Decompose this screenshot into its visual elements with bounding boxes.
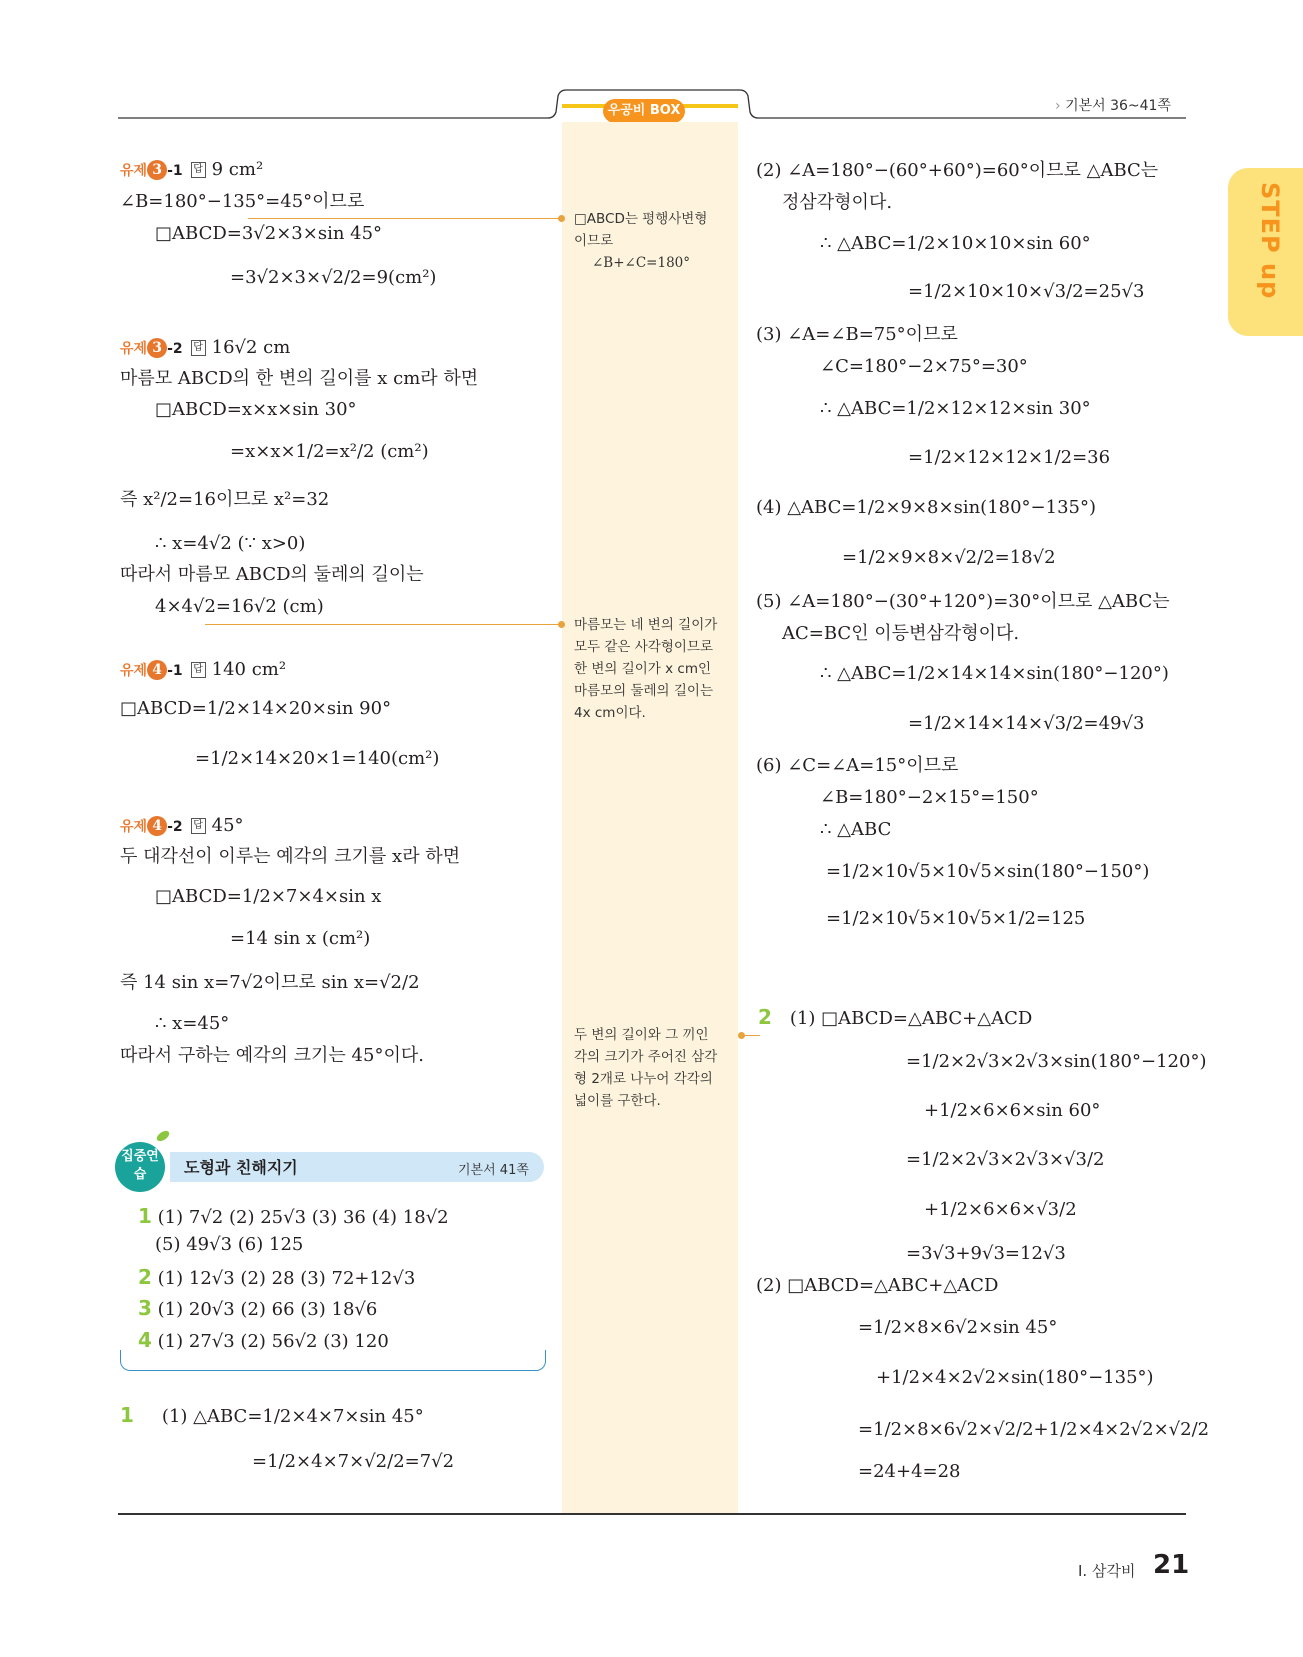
line: 4×4√2=16√2 (cm) — [155, 596, 324, 617]
problem-number-badge: 3 — [147, 338, 167, 358]
line: (2) □ABCD=△ABC+△ACD — [756, 1275, 999, 1296]
practice-title: 도형과 친해지기 — [184, 1158, 298, 1177]
problem-4-1-header: 유제 4 -1 답 140 cm² — [120, 659, 287, 680]
line: 즉 x²/2=16이므로 x²=32 — [120, 489, 330, 510]
line: =1/2×12×12×1/2=36 — [908, 447, 1111, 468]
line: +1/2×6×6×√3/2 — [924, 1199, 1077, 1220]
problem-number-badge: 4 — [147, 816, 167, 836]
page-number: 21 — [1153, 1550, 1190, 1580]
question-1-line: 1 (1) △ABC=1/2×4×7×sin 45° — [120, 1403, 424, 1427]
connector-line — [248, 218, 562, 219]
line: =1/2×8×6√2×sin 45° — [858, 1317, 1058, 1338]
line: +1/2×4×2√2×sin(180°−135°) — [876, 1367, 1154, 1388]
problem-3-2-header: 유제 3 -2 답 16√2 cm — [120, 337, 291, 358]
practice-row: 2 (1) 12√3 (2) 28 (3) 72+12√3 — [138, 1265, 416, 1289]
sidebar-note-2: 마름모는 네 변의 길이가 모두 같은 사각형이므로 한 변의 길이가 x cm인 마름모의 둘레의 길이는 4x cm이다. — [574, 617, 718, 721]
footer-rule — [118, 1513, 1186, 1515]
step-tab — [1228, 168, 1303, 336]
line: □ABCD=1/2×7×4×sin x — [155, 886, 382, 907]
connector-dot — [558, 621, 565, 628]
line: (4) △ABC=1/2×9×8×sin(180°−135°) — [756, 497, 1097, 518]
leaf-icon — [155, 1129, 171, 1144]
line: =24+4=28 — [858, 1461, 961, 1482]
line: ∠C=180°−2×75°=30° — [820, 356, 1028, 377]
line: =1/2×14×14×√3/2=49√3 — [908, 713, 1145, 734]
sidebar-note-3: 두 변의 길이와 그 끼인 각의 크기가 주어진 삼각 형 2개로 나누어 각각의 넓이를 구한다. — [574, 1027, 718, 1109]
practice-row: 4 (1) 27√3 (2) 56√2 (3) 120 — [138, 1328, 389, 1352]
step-tab-label: STEP up — [1256, 182, 1284, 300]
line: 정삼각형이다. — [782, 192, 893, 213]
line: □ABCD=x×x×sin 30° — [155, 399, 357, 420]
line: =1/2×8×6√2×√2/2+1/2×4×2√2×√2/2 — [858, 1419, 1210, 1440]
footer-chapter: I. 삼각비 — [1078, 1562, 1136, 1580]
line: =1/2×14×20×1=140(cm²) — [195, 748, 440, 769]
line: =14 sin x (cm²) — [230, 928, 371, 949]
line: =3√2×3×√2/2=9(cm²) — [230, 267, 437, 288]
line: ∴ △ABC=1/2×14×14×sin(180°−120°) — [820, 663, 1169, 684]
line: =1/2×4×7×√2/2=7√2 — [252, 1451, 455, 1472]
line: =x×x×1/2=x²/2 (cm²) — [230, 441, 429, 462]
practice-badge: 집중연습 — [115, 1142, 165, 1192]
line: (6) ∠C=∠A=15°이므로 — [756, 755, 959, 776]
answer-icon: 답 — [191, 340, 206, 356]
line: ∴ x=4√2 (∵ x>0) — [155, 533, 306, 554]
chevron-right-icon: › — [1055, 98, 1061, 114]
line: =1/2×10√5×10√5×sin(180°−150°) — [826, 861, 1150, 882]
answer-icon: 답 — [191, 162, 206, 178]
line: 따라서 마름모 ABCD의 둘레의 길이는 — [120, 564, 424, 585]
line: ∴ △ABC — [820, 819, 892, 840]
question-2-line: 2 (1) □ABCD=△ABC+△ACD — [758, 1005, 1033, 1029]
line: ∴ △ABC=1/2×10×10×sin 60° — [820, 233, 1091, 254]
line: 마름모 ABCD의 한 변의 길이를 x cm라 하면 — [120, 368, 479, 389]
line: (5) ∠A=180°−(30°+120°)=30°이므로 △ABC는 — [756, 591, 1170, 612]
box-label: 우공비 BOX — [603, 99, 685, 123]
line: 두 대각선이 이루는 예각의 크기를 x라 하면 — [120, 846, 461, 867]
sidebar-note-1: □ABCD는 평행사변형 이므로 ∠B+∠C=180° — [574, 211, 708, 271]
line: (3) ∠A=∠B=75°이므로 — [756, 324, 958, 345]
connector-line — [742, 1035, 760, 1036]
practice-ref: 기본서 41쪽 — [458, 1163, 529, 1178]
line: =1/2×2√3×2√3×sin(180°−120°) — [906, 1051, 1207, 1072]
practice-row: 1 (1) 7√2 (2) 25√3 (3) 36 (4) 18√2 — [138, 1204, 449, 1228]
practice-box-frame — [120, 1350, 546, 1371]
line: □ABCD=3√2×3×sin 45° — [155, 223, 383, 244]
header-ref: › 기본서 36~41쪽 — [1055, 98, 1171, 114]
problem-4-2-header: 유제 4 -2 답 45° — [120, 815, 244, 836]
line: ∠B=180°−2×15°=150° — [820, 787, 1039, 808]
problem-3-1-header: 유제 3 -1 답 9 cm² — [120, 159, 264, 180]
line: (2) ∠A=180°−(60°+60°)=60°이므로 △ABC는 — [756, 160, 1159, 181]
line: ∴ x=45° — [155, 1013, 230, 1034]
answer-icon: 답 — [191, 818, 206, 834]
line: =1/2×9×8×√2/2=18√2 — [842, 547, 1056, 568]
line: =3√3+9√3=12√3 — [906, 1243, 1066, 1264]
line: +1/2×6×6×sin 60° — [924, 1100, 1101, 1121]
line: =1/2×10√5×10√5×1/2=125 — [826, 908, 1086, 929]
sidebar-column — [562, 122, 738, 1514]
problem-number-badge: 4 — [147, 660, 167, 680]
problem-number-badge: 3 — [147, 160, 167, 180]
line: AC=BC인 이등변삼각형이다. — [782, 623, 1020, 644]
line: □ABCD=1/2×14×20×sin 90° — [120, 698, 392, 719]
connector-line — [205, 624, 562, 625]
line: 따라서 구하는 예각의 크기는 45°이다. — [120, 1045, 424, 1066]
line: ∠B=180°−135°=45°이므로 — [120, 191, 365, 212]
line: 즉 14 sin x=7√2이므로 sin x=√2/2 — [120, 972, 420, 993]
line: ∴ △ABC=1/2×12×12×sin 30° — [820, 398, 1091, 419]
practice-row: (5) 49√3 (6) 125 — [155, 1234, 304, 1255]
answer-icon: 답 — [191, 662, 206, 678]
line: =1/2×2√3×2√3×√3/2 — [906, 1149, 1105, 1170]
practice-row: 3 (1) 20√3 (2) 66 (3) 18√6 — [138, 1296, 378, 1320]
line: =1/2×10×10×√3/2=25√3 — [908, 281, 1145, 302]
connector-dot — [558, 215, 565, 222]
